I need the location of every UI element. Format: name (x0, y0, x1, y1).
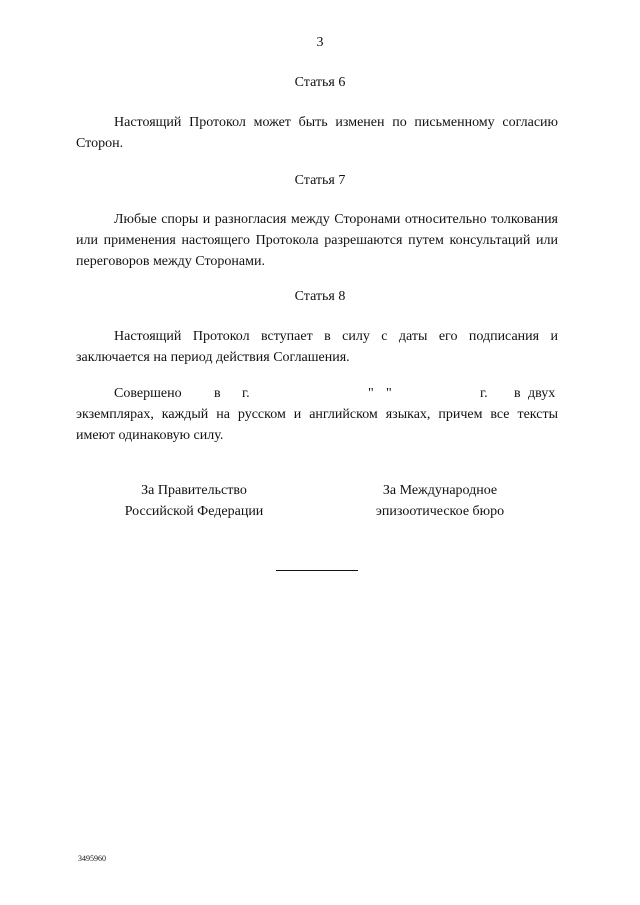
signature-right (350, 480, 530, 522)
closing-in-word-2: в (514, 386, 521, 401)
closing-quote-close: " (386, 386, 392, 401)
closing-first-line (114, 383, 558, 404)
closing-two-word: двух (528, 386, 556, 401)
article-7-body: Любые споры и разногласия между Сторонами относительно толкования или применения настоящего Протокола разрешаются путем консультаций или переговоров между Сторонами. (76, 212, 558, 269)
article-7-heading: Статья 7 (294, 173, 346, 188)
closing-year-abbrev: г. (480, 386, 488, 401)
article-7-text (76, 209, 558, 272)
closing-in-word: в (214, 386, 221, 401)
article-8-heading: Статья 8 (294, 289, 346, 304)
document-code: 3495960 (78, 854, 106, 863)
end-rule (276, 570, 358, 571)
closing-rest: экземплярах, каждый на русском и английском языках, причем все тексты имеют одинаковую силу. (76, 407, 558, 443)
article-8-text (76, 326, 558, 368)
article-8-body: Настоящий Протокол вступает в силу с даты его подписания и заключается на период действия Соглашения. (76, 329, 558, 365)
article-6-heading: Статья 6 (294, 75, 346, 90)
signature-left-line2: Российской Федерации (124, 504, 264, 519)
article-6-body: Настоящий Протокол может быть изменен по письменному согласию Сторон. (76, 115, 558, 151)
article-6-text (76, 112, 558, 154)
signature-left-line1: За Правительство (141, 483, 247, 498)
closing-quote-open: " (368, 386, 374, 401)
signature-right-line1: За Международное (382, 483, 498, 498)
signature-right-line2: эпизоотическое бюро (375, 504, 505, 519)
closing-city-abbrev: г. (242, 386, 250, 401)
page-number: 3 (316, 35, 324, 50)
closing-done-word: Совершено (114, 386, 182, 401)
signature-left (104, 480, 284, 522)
